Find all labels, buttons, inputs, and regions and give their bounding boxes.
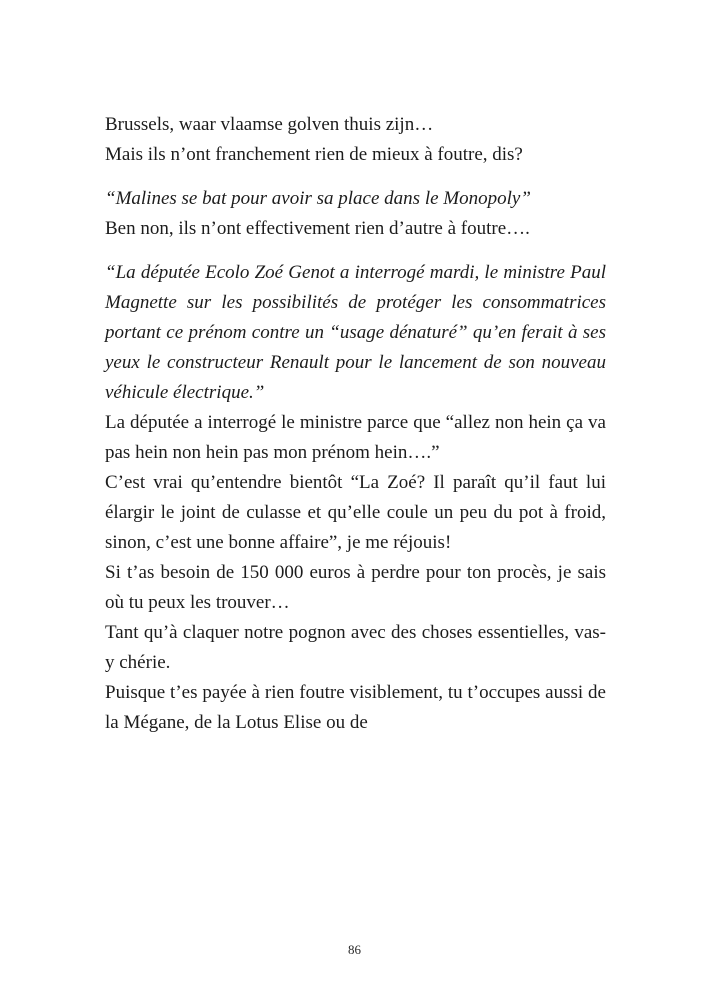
page-number: 86 (348, 942, 361, 957)
paragraph: Tant qu’à claquer notre pognon avec des choses essentielles, vas-y chérie. (105, 622, 606, 673)
paragraph: Puisque t’es payée à rien foutre visiblement, tu t’occupes aussi de la Mégane, de la Lotus Elise ou de (105, 682, 606, 733)
paragraph: Si t’as besoin de 150 000 euros à perdre pour ton procès, je sais où tu peux les trouver… (105, 562, 606, 613)
paragraph: Ben non, ils n’ont effectivement rien d’autre à foutre…. (105, 218, 530, 239)
paragraph: Brussels, waar vlaamse golven thuis zijn… (105, 114, 434, 135)
text-body (105, 110, 606, 738)
paragraph: “La députée Ecolo Zoé Genot a interrogé mardi, le ministre Paul Magnette sur les possibilités de protéger les consommatrices portant ce prénom contre un “usage dénaturé” qu’en ferait à ses yeux le constructeur Renault pour le lancement de son nouveau véhicule électrique.” (105, 262, 606, 403)
paragraph: C’est vrai qu’entendre bientôt “La Zoé? Il paraît qu’il faut lui élargir le joint de culasse et qu’elle coule un peu du pot à froid, sinon, c’est une bonne affaire”, je me réjouis! (105, 472, 606, 553)
paragraph: “Malines se bat pour avoir sa place dans le Monopoly” (105, 188, 531, 209)
paragraph: Mais ils n’ont franchement rien de mieux à foutre, dis? (105, 144, 523, 165)
paragraph: La députée a interrogé le ministre parce que “allez non hein ça va pas hein non hein pas mon prénom hein….” (105, 412, 606, 463)
